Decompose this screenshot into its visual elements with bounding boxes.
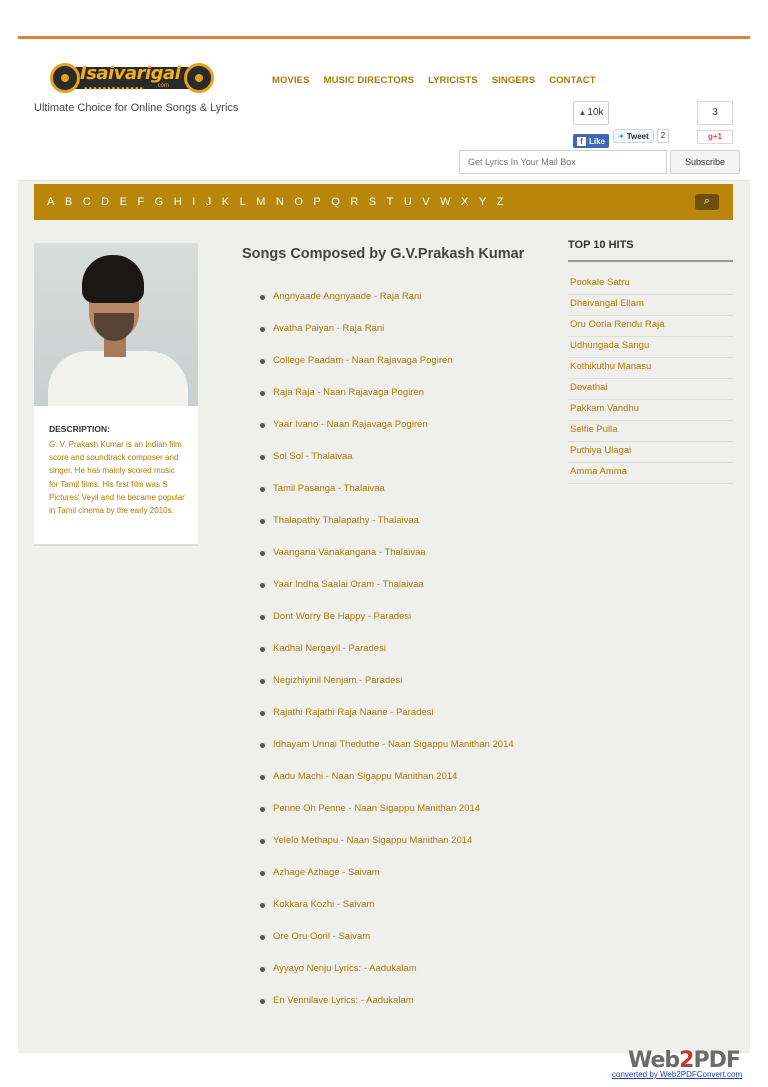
nav-contact[interactable]: CONTACT [549,75,596,86]
song-link[interactable]: Sol Sol - Thalaivaa [260,449,530,465]
song-link[interactable]: Thalapathy Thalapathy - Thalaivaa [260,513,530,529]
fb-like-label: Like [588,136,605,146]
nav-movies[interactable]: MOVIES [272,75,310,86]
song-link[interactable]: Yelelo Methapu - Naan Sigappu Manithan 2014 [260,833,530,849]
alpha-a[interactable]: A [47,196,55,208]
photo-shirt [48,351,188,406]
alphabet-nav [34,184,733,220]
alpha-i[interactable]: I [192,196,196,208]
alpha-u[interactable]: U [403,196,412,208]
alpha-q[interactable]: Q [331,196,340,208]
song-link[interactable]: En Vennilave Lyrics: - Aadukalam [260,993,530,1009]
songs-list [260,289,530,1025]
song-link[interactable]: Rajathi Rajathi Raja Naane - Paradesi [260,705,530,721]
tweet-label: Tweet [626,131,649,141]
reel-icon [184,63,214,93]
top-hit-link[interactable]: Pakkam Vandhu [568,401,733,421]
top-hits-title: TOP 10 HITS [568,239,733,262]
song-link[interactable]: Raja Raja - Naan Rajavaga Pogiren [260,385,530,401]
subscribe-button[interactable]: Subscribe [670,150,740,174]
top-hit-link[interactable]: Udhungada Sangu [568,338,733,358]
top-hits-sidebar [568,239,733,485]
site-logo[interactable] [50,61,214,95]
web2pdf-converted-link[interactable]: converted by Web2PDFConvert.com [612,1070,743,1079]
gplus-button[interactable] [697,130,733,144]
alpha-e[interactable]: E [119,196,127,208]
top-hit-link[interactable]: Kothikuthu Manasu [568,359,733,379]
song-link[interactable]: College Paadam - Naan Rajavaga Pogiren [260,353,530,369]
top-hit-link[interactable]: Oru Oorla Rendu Raja [568,317,733,337]
song-link[interactable]: Ayyayo Nenju Lyrics: - Aadukalam [260,961,530,977]
logo-sub: .com [156,83,170,89]
logo-dots: ●●●●●●●●●●●●● [84,86,145,92]
alpha-v[interactable]: V [422,196,430,208]
description-text: G. V. Prakash Kumar is an Indian film score and soundtrack composer and singer. He has mainly scored music for Tamil films. His first film was S Pictures' Veyil and he became popular in Tamil cinema by the early 2010s. [49,440,185,516]
song-link[interactable]: Azhage Azhage - Saivam [260,865,530,881]
google-plus-widget [697,101,733,144]
alpha-j[interactable]: J [205,196,212,208]
search-icon[interactable]: ⌕ [695,194,719,210]
song-link[interactable]: Angnyaade Angnyaade - Raja Rani [260,289,530,305]
alpha-f[interactable]: F [137,196,145,208]
composer-photo [34,243,198,406]
logo-text: Isaivarigal [80,63,181,84]
top-hit-link[interactable]: Dheivangal Ellam [568,296,733,316]
alpha-n[interactable]: N [275,196,284,208]
subscribe-email-input[interactable] [459,150,667,174]
alpha-x[interactable]: X [461,196,469,208]
alpha-t[interactable]: T [386,196,394,208]
tweet-widget [613,129,669,143]
photo-beard [94,313,134,341]
top-hit-link[interactable]: Amma Amma [568,464,733,484]
alpha-r[interactable]: R [350,196,359,208]
song-link[interactable]: Aadu Machi - Naan Sigappu Manithan 2014 [260,769,530,785]
site-tagline: Ultimate Choice for Online Songs & Lyrics [34,102,239,114]
song-link[interactable]: Kokkara Kozhi - Saivam [260,897,530,913]
song-link[interactable]: Kadhal Nergayil - Paradesi [260,641,530,657]
gplus-label: +1 [712,132,722,141]
top-hit-link[interactable]: Selfie Pulla [568,422,733,442]
description-title: DESCRIPTION: [49,424,110,434]
gplus-count: 3 [697,101,733,125]
facebook-icon: f [577,137,586,146]
nav-singers[interactable]: SINGERS [491,75,536,86]
reel-icon [50,63,80,93]
alpha-k[interactable]: K [221,196,230,208]
song-link[interactable]: Tamil Pasanga - Thalaivaa [260,481,530,497]
nav-lyricists[interactable]: LYRICISTS [428,75,478,86]
song-link[interactable]: Ore Oru Ooril - Saivam [260,929,530,945]
alpha-y[interactable]: Y [478,196,487,208]
tweet-count: 2 [657,129,669,143]
tweet-button[interactable] [613,129,654,143]
top-hit-link[interactable]: Puthiya Ulagai [568,443,733,463]
song-link[interactable]: Yaar Ivano - Naan Rajavaga Pogiren [260,417,530,433]
song-link[interactable]: Negizhiyinil Nenjam - Paradesi [260,673,530,689]
alpha-p[interactable]: P [313,196,321,208]
alpha-g[interactable]: G [154,196,164,208]
alpha-b[interactable]: B [64,196,73,208]
alpha-o[interactable]: O [294,196,303,208]
facebook-like-button[interactable] [573,134,609,148]
alpha-c[interactable]: C [82,196,91,208]
composer-profile-card [34,243,198,546]
facebook-like-widget [573,101,609,148]
song-link[interactable]: Yaar Indha Saalai Oram - Thalaivaa [260,577,530,593]
site-header [18,39,750,181]
alpha-z[interactable]: Z [496,196,504,208]
thumbs-up-icon: ▲ [578,108,587,117]
alpha-m[interactable]: M [256,196,266,208]
web2pdf-watermark [612,1048,742,1082]
songs-section-title: Songs Composed by G.V.Prakash Kumar [242,246,525,262]
alpha-d[interactable]: D [101,196,110,208]
web2pdf-logo-b: 2 [679,1048,694,1073]
top-hits-list [568,275,733,484]
web2pdf-logo-a: Web [628,1048,680,1073]
alpha-h[interactable]: H [173,196,182,208]
song-link[interactable]: Penne Oh Penne - Naan Sigappu Manithan 2014 [260,801,530,817]
main-nav [272,75,596,86]
alpha-w[interactable]: W [440,196,451,208]
nav-music-directors[interactable]: MUSIC DIRECTORS [323,75,415,86]
song-link[interactable]: Dont Worry Be Happy - Paradesi [260,609,530,625]
fb-count-value: 10k [587,107,604,118]
song-link[interactable]: Avatha Paiyan - Raja Rani [260,321,530,337]
alpha-l[interactable]: L [239,196,246,208]
top-hit-link[interactable]: Pookale Satru [568,275,733,295]
google-plus-icon: g [707,132,713,141]
facebook-like-count [573,101,609,125]
web2pdf-logo-c: PDF [693,1048,740,1073]
song-link[interactable]: Vaangana Vanakangana - Thalaivaa [260,545,530,561]
twitter-bird-icon: ✦ [618,131,625,141]
alpha-s[interactable]: S [368,196,377,208]
photo-hair [82,255,144,303]
top-hit-link[interactable]: Devathai [568,380,733,400]
page-frame [18,36,750,1050]
song-link[interactable]: Idhayam Unnai Theduthe - Naan Sigappu Manithan 2014 [260,737,530,753]
